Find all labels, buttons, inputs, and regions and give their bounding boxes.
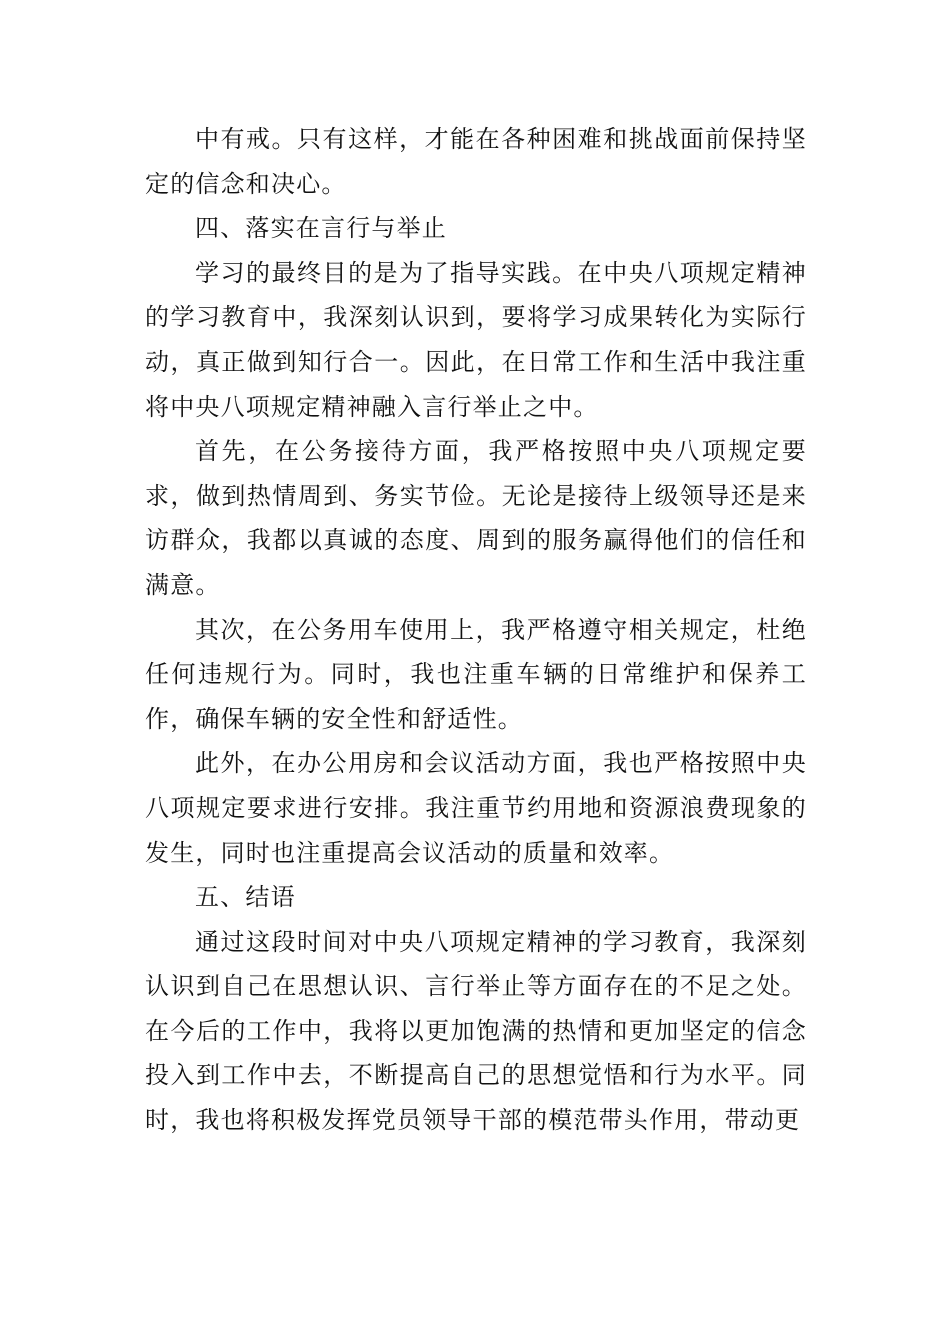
section-heading-5: 五、结语 <box>195 883 296 912</box>
paragraph-vehicle: 其次，在公务用车使用上，我严格遵守相关规定，杜绝任何违规行为。同时，我也注重车辆的日常维护和保养工作，确保车辆的安全性和舒适性。 <box>145 615 807 733</box>
paragraph-reception: 首先，在公务接待方面，我严格按照中央八项规定要求，做到热情周到、务实节俭。无论是接待上级领导还是来访群众，我都以真诚的态度、周到的服务赢得他们的信任和满意。 <box>145 437 807 599</box>
section-heading-4: 四、落实在言行与举止 <box>195 214 447 243</box>
paragraph-practice: 学习的最终目的是为了指导实践。在中央八项规定精神的学习教育中，我深刻认识到，要将学习成果转化为实际行动，真正做到知行合一。因此，在日常工作和生活中我注重将中央八项规定精神融入言行举止之中。 <box>145 258 807 421</box>
paragraph-office-meetings: 此外，在办公用房和会议活动方面，我也严格按照中央八项规定要求进行安排。我注重节约用地和资源浪费现象的发生，同时也注重提高会议活动的质量和效率。 <box>145 749 807 867</box>
paragraph-continuation: 中有戒。只有这样，才能在各种困难和挑战面前保持坚定的信念和决心。 <box>145 125 807 198</box>
document-body <box>145 117 807 1143</box>
paragraph-conclusion: 通过这段时间对中央八项规定精神的学习教育，我深刻认识到自己在思想认识、言行举止等方面存在的不足之处。在今后的工作中，我将以更加饱满的热情和更加坚定的信念投入到工作中去，不断提高自己的思想觉悟和行为水平。同时，我也将积极发挥党员领导干部的模范带头作用，带动更 <box>145 927 807 1135</box>
